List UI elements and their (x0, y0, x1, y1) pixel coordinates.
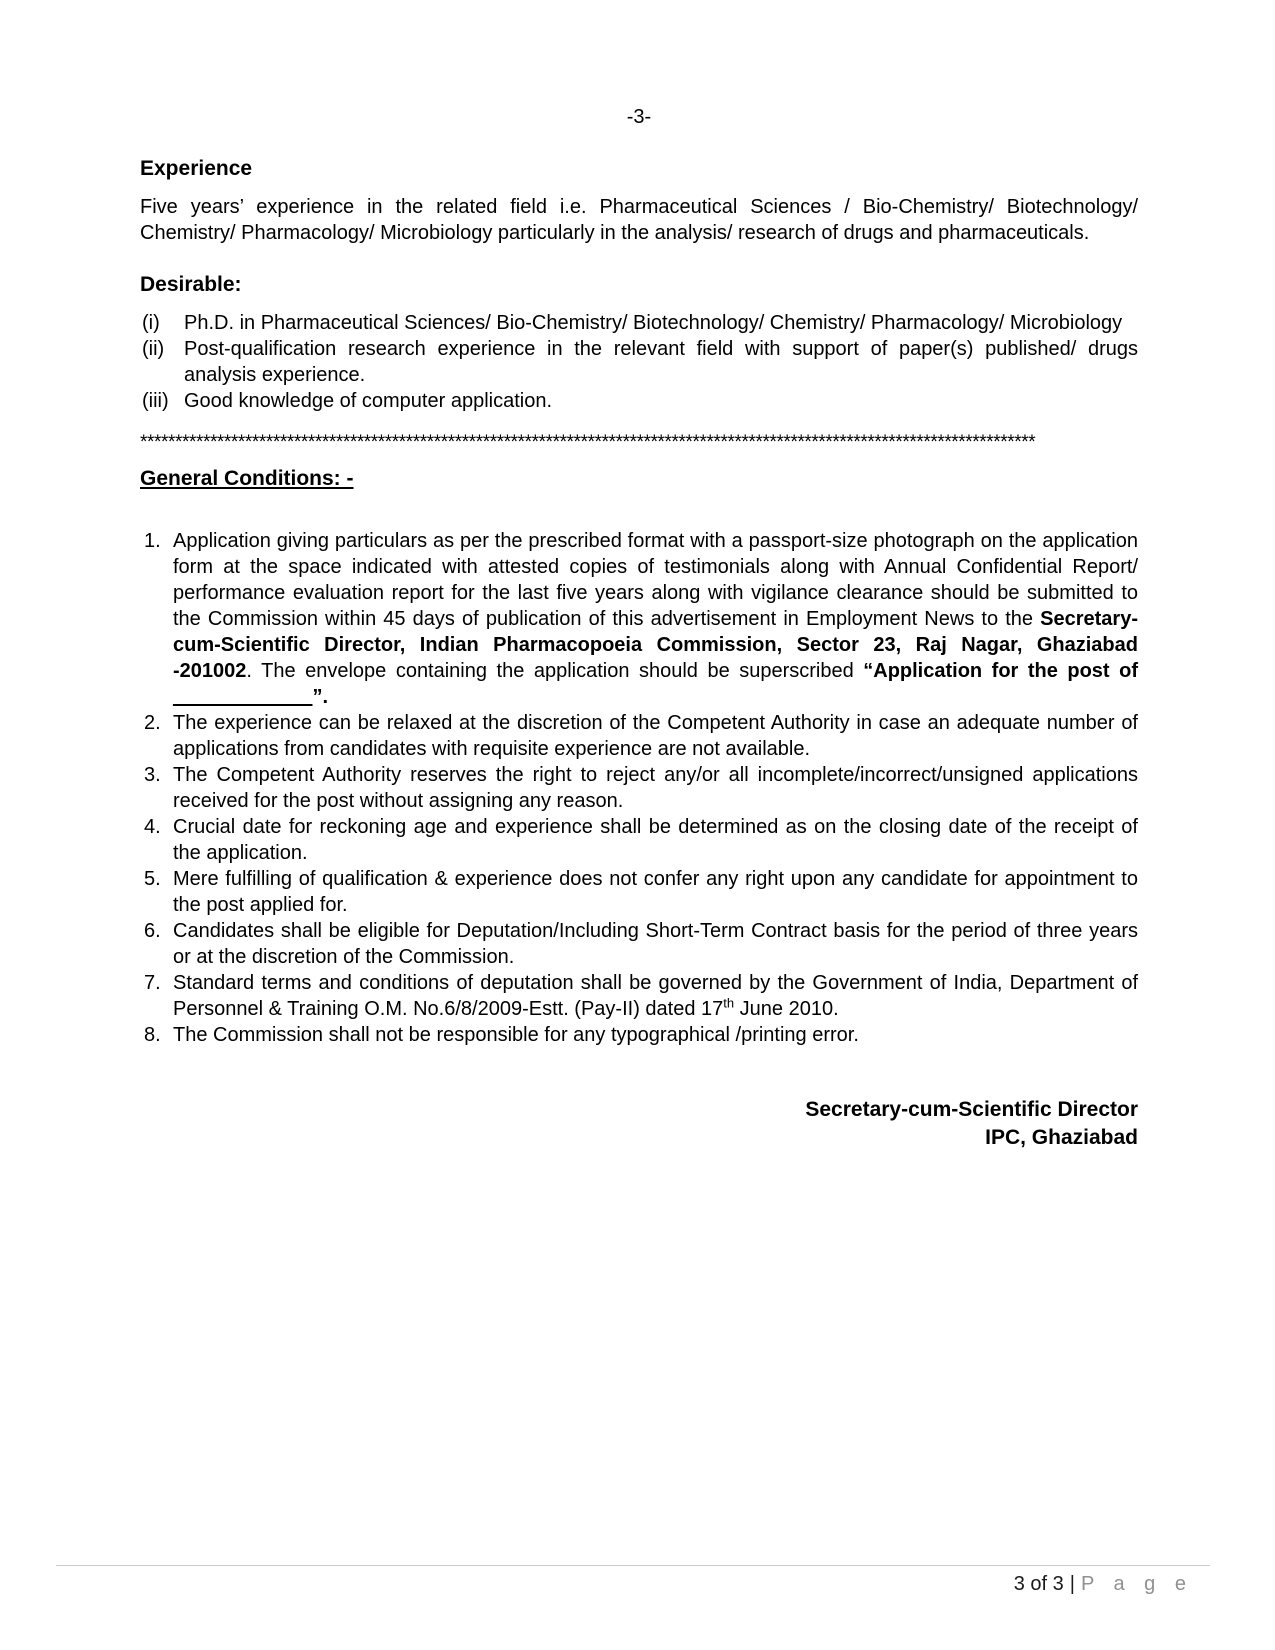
experience-paragraph: Five years’ experience in the related field i.e. Pharmaceutical Sciences / Bio-Chemistry/ Biotechnology/ Chemistry/ Pharmacology/ Microbiology particularly in the analysis/ research of drugs and pharmaceuticals. (140, 196, 1138, 244)
signature-block (140, 1096, 1138, 1152)
condition-text: The Commission shall not be responsible for any typographical /printing error. (173, 1024, 859, 1046)
condition-text: Candidates shall be eligible for Deputation/Including Short-Term Contract basis for the period of three years or at the discretion of the Commission. (173, 920, 1138, 968)
desirable-item-text: Good knowledge of computer application. (184, 390, 553, 412)
desirable-item (140, 388, 1138, 414)
condition-text: The experience can be relaxed at the discretion of the Competent Authority in case an adequate number of applications from candidates with requisite experience are not available. (173, 712, 1138, 760)
condition-text: . The envelope containing the application should be superscribed (246, 660, 864, 682)
desirable-item-marker: (iii) (142, 390, 169, 412)
condition-text: June 2010. (734, 998, 839, 1020)
condition-item (140, 866, 1138, 918)
footer-rule (56, 1565, 1210, 1566)
condition-number: 5. (144, 868, 161, 890)
section-heading-general-conditions: General Conditions: - (140, 467, 354, 490)
condition-text: Standard terms and conditions of deputation shall be governed by the Government of India, Department of Personnel & Training O.M. No.6/8/2009-Estt. (Pay-II) dated 17 (173, 972, 1138, 1020)
desirable-item-text: Ph.D. in Pharmaceutical Sciences/ Bio-Chemistry/ Biotechnology/ Chemistry/ Pharmacology/ Microbiology (184, 312, 1123, 334)
desirable-item-marker: (ii) (142, 338, 165, 360)
condition-number: 8. (144, 1024, 161, 1046)
condition-item (140, 710, 1138, 762)
asterisk-divider: ******************************************************************************************************************************** (140, 432, 1036, 453)
condition-number: 1. (144, 530, 161, 552)
general-conditions-list (140, 528, 1138, 1048)
condition-item (140, 528, 1138, 710)
document-content (140, 104, 1138, 1152)
desirable-item (140, 310, 1138, 336)
section-heading-experience: Experience (140, 157, 253, 180)
condition-item (140, 970, 1138, 1022)
condition-number: 2. (144, 712, 161, 734)
condition-text: Application giving particulars as per the prescribed format with a passport-size photograph on the application form at the space indicated with attested copies of testimonials along with Annual Confidential Report/ performance evaluation report for the last five years along with vigilance clearance should be submitted to the Commission within 45 days of publication of this advertisement in Employment News to the (173, 530, 1138, 630)
page-number: -3- (626, 106, 652, 128)
footer-separator: | (1069, 1573, 1075, 1595)
footer-page-word: P a g e (1080, 1573, 1193, 1595)
footer-page-indicator: 3 of 3 (1013, 1573, 1064, 1595)
condition-address-bold: Secretary-cum-Scientific Director, Indian Pharmacopoeia Commission, Sector 23, Raj Nagar, Ghaziabad -201002 (173, 608, 1138, 682)
condition-number: 4. (144, 816, 161, 838)
condition-number: 7. (144, 972, 161, 994)
condition-text: Mere fulfilling of qualification & experience does not confer any right upon any candidate for appointment to the post applied for. (173, 868, 1138, 916)
desirable-list (140, 310, 1138, 414)
desirable-item-marker: (i) (142, 312, 160, 334)
condition-closing-bold: ”. (312, 686, 329, 708)
condition-item (140, 918, 1138, 970)
condition-text: The Competent Authority reserves the right to reject any/or all incomplete/incorrect/unsigned applications received for the post without assigning any reason. (173, 764, 1138, 812)
desirable-item-text: Post-qualification research experience in the relevant field with support of paper(s) published/ drugs analysis experience. (184, 338, 1138, 386)
footer (1014, 1571, 1193, 1597)
condition-number: 3. (144, 764, 161, 786)
section-heading-desirable: Desirable: (140, 273, 242, 296)
condition-item (140, 814, 1138, 866)
condition-superscribe-bold: “Application for the post of (863, 660, 1138, 682)
condition-item (140, 1022, 1138, 1048)
blank-underline: ____________ (173, 686, 313, 708)
condition-item (140, 762, 1138, 814)
condition-text: Crucial date for reckoning age and experience shall be determined as on the closing date of the receipt of the application. (173, 816, 1138, 864)
condition-number: 6. (144, 920, 161, 942)
signature-org: IPC, Ghaziabad (985, 1126, 1138, 1149)
signature-title: Secretary-cum-Scientific Director (805, 1098, 1138, 1121)
desirable-item (140, 336, 1138, 388)
superscript-th: th (723, 995, 735, 1011)
